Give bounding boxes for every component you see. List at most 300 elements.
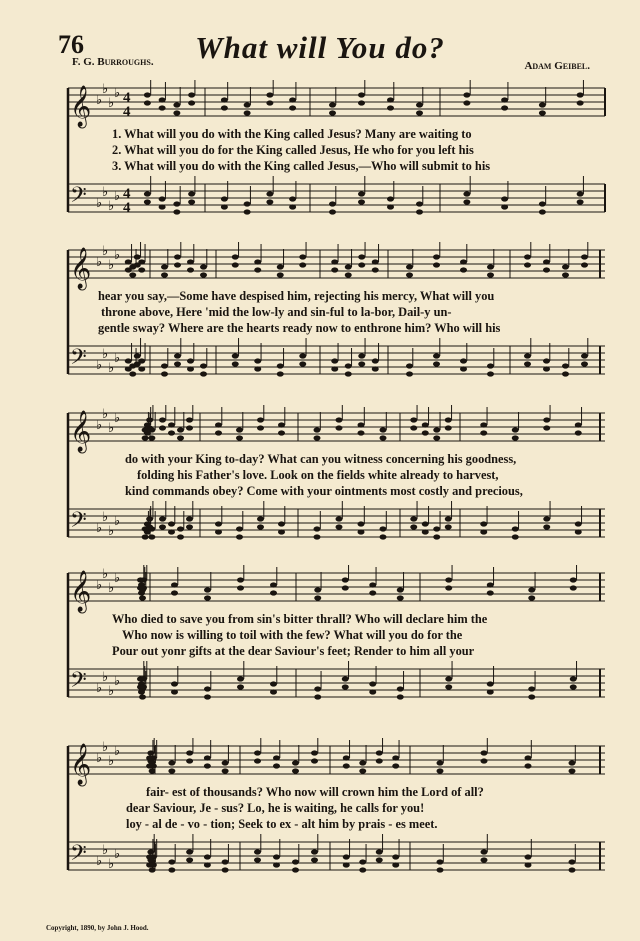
note-head — [186, 524, 193, 529]
note-head — [314, 686, 321, 691]
treble-staff — [68, 567, 605, 613]
note-head — [159, 417, 166, 422]
note-head — [343, 854, 350, 859]
note-head — [292, 859, 299, 864]
bass-staff — [68, 668, 605, 699]
note-head — [570, 684, 577, 689]
note-head — [392, 854, 399, 859]
note-head — [277, 363, 284, 368]
note-head — [278, 529, 285, 534]
note-head — [254, 750, 261, 755]
note-head — [266, 199, 273, 204]
note-head — [222, 859, 229, 864]
note-head — [562, 371, 569, 376]
note-head — [142, 435, 149, 440]
note-head — [463, 199, 470, 204]
note-head — [314, 427, 321, 432]
lyric-line: fair- est of thousands? Who now will crown him the Lord of all? — [146, 785, 484, 799]
note-head — [376, 857, 383, 862]
note-head — [299, 262, 306, 267]
note-head — [159, 105, 166, 110]
note-head — [460, 267, 467, 272]
flat-icon: ♭ — [96, 418, 103, 433]
note-head — [232, 353, 239, 358]
note-head — [146, 417, 153, 422]
note-head — [570, 585, 577, 590]
music-system — [0, 565, 640, 725]
note-head — [270, 689, 277, 694]
note-head — [161, 363, 168, 368]
note-head — [277, 264, 284, 269]
note-head — [254, 267, 261, 272]
bass-clef-icon: 𝄢 — [70, 345, 87, 375]
note-head — [501, 196, 508, 201]
note-head — [525, 854, 532, 859]
note-head — [569, 867, 576, 872]
note-head — [329, 102, 336, 107]
note-head — [463, 100, 470, 105]
note-head — [487, 689, 494, 694]
note-head — [372, 358, 379, 363]
note-head — [237, 684, 244, 689]
note-head — [358, 422, 365, 427]
note-head — [524, 353, 531, 358]
note-head — [200, 264, 207, 269]
note-head — [221, 196, 228, 201]
note-head — [222, 867, 229, 872]
note-head — [343, 763, 350, 768]
note-head — [406, 272, 413, 277]
note-head — [543, 267, 550, 272]
note-head — [278, 430, 285, 435]
note-head — [358, 92, 365, 97]
note-head — [392, 763, 399, 768]
note-head — [524, 361, 531, 366]
note-head — [204, 587, 211, 592]
note-head — [433, 427, 440, 432]
note-head — [186, 750, 193, 755]
note-head — [221, 204, 228, 209]
note-head — [372, 259, 379, 264]
note-head — [139, 595, 146, 600]
flat-icon: ♭ — [96, 854, 103, 869]
note-head — [142, 534, 149, 539]
note-head — [142, 526, 149, 531]
note-head — [422, 430, 429, 435]
note-head — [433, 254, 440, 259]
bass-clef-icon: 𝄢 — [70, 183, 87, 213]
note-head — [159, 516, 166, 521]
note-head — [232, 361, 239, 366]
note-head — [174, 262, 181, 267]
note-head — [168, 768, 175, 773]
note-head — [336, 425, 343, 430]
note-head — [575, 430, 582, 435]
note-head — [168, 859, 175, 864]
note-head — [236, 534, 243, 539]
treble-clef-icon: 𝄞 — [70, 86, 92, 127]
note-head — [266, 191, 273, 196]
note-head — [299, 361, 306, 366]
note-head — [173, 102, 180, 107]
note-head — [336, 524, 343, 529]
note-head — [460, 366, 467, 371]
note-head — [539, 102, 546, 107]
flat-icon: ♭ — [108, 199, 115, 214]
note-head — [433, 361, 440, 366]
note-head — [329, 110, 336, 115]
time-signature-bottom: 4 — [123, 200, 131, 216]
note-head — [125, 259, 132, 264]
note-head — [270, 681, 277, 686]
note-head — [358, 353, 365, 358]
note-head — [232, 262, 239, 267]
note-head — [345, 363, 352, 368]
note-head — [433, 534, 440, 539]
note-head — [480, 529, 487, 534]
note-head — [406, 264, 413, 269]
note-head — [188, 92, 195, 97]
note-head — [487, 264, 494, 269]
note-head — [342, 676, 349, 681]
note-head — [358, 254, 365, 259]
note-head — [187, 267, 194, 272]
note-head — [437, 859, 444, 864]
note-head — [512, 526, 519, 531]
note-head — [273, 862, 280, 867]
note-head — [481, 750, 488, 755]
note-head — [159, 196, 166, 201]
treble-clef-icon: 𝄞 — [70, 248, 92, 289]
note-head — [314, 534, 321, 539]
time-signature-top: 4 — [123, 90, 131, 106]
note-head — [168, 521, 175, 526]
note-head — [200, 272, 207, 277]
note-head — [270, 590, 277, 595]
note-head — [142, 427, 149, 432]
note-head — [140, 676, 147, 681]
note-head — [445, 684, 452, 689]
note-head — [289, 204, 296, 209]
note-head — [392, 862, 399, 867]
note-head — [410, 425, 417, 430]
note-head — [581, 353, 588, 358]
flat-icon: ♭ — [102, 843, 109, 858]
note-head — [445, 516, 452, 521]
note-head — [570, 577, 577, 582]
note-head — [311, 849, 318, 854]
note-head — [188, 100, 195, 105]
note-head — [138, 259, 145, 264]
flat-icon: ♭ — [108, 258, 115, 273]
treble-staff — [68, 740, 605, 786]
note-head — [292, 760, 299, 765]
note-head — [372, 267, 379, 272]
note-head — [146, 516, 153, 521]
lyric-line: Who now is willing to toil with the few? What will you do for the — [122, 628, 463, 642]
lyric-line: 2. What will you do for the King called Jesus, He who for you left his — [112, 143, 474, 157]
note-head — [171, 582, 178, 587]
lyric-line: 1. What will you do with the King called Jesus? Many are waiting to — [112, 127, 472, 141]
lyric-line: 3. What will you do with the King called Jesus,—Who will submit to his — [112, 159, 491, 173]
note-head — [174, 361, 181, 366]
note-head — [244, 209, 251, 214]
note-head — [331, 366, 338, 371]
note-head — [244, 110, 251, 115]
note-head — [387, 105, 394, 110]
note-head — [221, 97, 228, 102]
note-head — [215, 430, 222, 435]
flat-icon: ♭ — [102, 567, 109, 582]
note-head — [257, 524, 264, 529]
note-head — [543, 358, 550, 363]
note-head — [358, 100, 365, 105]
note-head — [215, 521, 222, 526]
flat-icon: ♭ — [96, 578, 103, 593]
flat-icon: ♭ — [102, 740, 109, 755]
treble-clef-icon: 𝄞 — [70, 744, 92, 785]
note-head — [376, 849, 383, 854]
bass-staff — [68, 183, 605, 216]
note-head — [236, 435, 243, 440]
note-head — [140, 585, 147, 590]
lyric-line: Pour out yonr gifts at the dear Saviour's feet; Render to him all your — [112, 644, 475, 658]
note-head — [171, 689, 178, 694]
flat-icon: ♭ — [102, 670, 109, 685]
note-head — [416, 201, 423, 206]
flat-icon: ♭ — [108, 581, 115, 596]
lyric-line: hear you say,—Some have despised him, rejecting his mercy, What will you — [98, 289, 495, 303]
copyright-notice: Copyright, 1890, by John J. Hood. — [46, 924, 149, 932]
note-head — [149, 768, 156, 773]
note-head — [369, 689, 376, 694]
note-head — [159, 425, 166, 430]
note-head — [254, 259, 261, 264]
note-head — [244, 201, 251, 206]
note-head — [144, 199, 151, 204]
note-head — [278, 521, 285, 526]
flat-icon: ♭ — [102, 510, 109, 525]
flat-icon: ♭ — [108, 684, 115, 699]
note-head — [174, 254, 181, 259]
note-head — [359, 859, 366, 864]
note-head — [254, 758, 261, 763]
note-head — [278, 422, 285, 427]
flat-icon: ♭ — [114, 847, 121, 862]
note-head — [173, 201, 180, 206]
note-head — [358, 191, 365, 196]
note-head — [433, 526, 440, 531]
flat-icon: ♭ — [96, 255, 103, 270]
note-head — [289, 97, 296, 102]
note-head — [369, 590, 376, 595]
note-head — [174, 353, 181, 358]
note-head — [187, 259, 194, 264]
note-head — [481, 857, 488, 862]
note-head — [358, 199, 365, 204]
note-head — [463, 92, 470, 97]
note-head — [445, 585, 452, 590]
note-head — [501, 97, 508, 102]
note-head — [144, 191, 151, 196]
note-head — [433, 435, 440, 440]
flat-icon: ♭ — [96, 358, 103, 373]
flat-icon: ♭ — [108, 524, 115, 539]
note-head — [138, 366, 145, 371]
note-head — [380, 427, 387, 432]
note-head — [392, 755, 399, 760]
note-head — [204, 686, 211, 691]
note-head — [581, 254, 588, 259]
note-head — [410, 516, 417, 521]
note-head — [387, 204, 394, 209]
note-head — [254, 857, 261, 862]
note-head — [410, 417, 417, 422]
note-head — [204, 854, 211, 859]
note-head — [437, 768, 444, 773]
note-head — [525, 763, 532, 768]
note-head — [397, 694, 404, 699]
note-head — [329, 209, 336, 214]
note-head — [138, 358, 145, 363]
note-head — [144, 422, 151, 427]
note-head — [501, 105, 508, 110]
note-head — [528, 694, 535, 699]
note-head — [144, 521, 151, 526]
note-head — [406, 363, 413, 368]
note-head — [171, 590, 178, 595]
note-head — [204, 755, 211, 760]
flat-icon: ♭ — [114, 514, 121, 529]
lyric-line: folding his Father's love. Look on the fields white already to harvest, — [137, 468, 499, 482]
treble-staff — [68, 244, 605, 290]
note-head — [292, 768, 299, 773]
time-signature-top: 4 — [123, 186, 131, 202]
note-head — [168, 422, 175, 427]
note-head — [460, 259, 467, 264]
note-head — [487, 582, 494, 587]
note-head — [292, 867, 299, 872]
note-head — [237, 585, 244, 590]
note-head — [543, 516, 550, 521]
note-head — [524, 254, 531, 259]
note-head — [289, 196, 296, 201]
note-head — [314, 694, 321, 699]
flat-icon: ♭ — [96, 196, 103, 211]
note-head — [168, 760, 175, 765]
note-head — [539, 201, 546, 206]
note-head — [159, 97, 166, 102]
flat-icon: ♭ — [114, 351, 121, 366]
note-head — [204, 694, 211, 699]
flat-icon: ♭ — [114, 86, 121, 101]
note-head — [345, 272, 352, 277]
music-system — [0, 242, 640, 402]
page-number: 76 — [58, 30, 84, 59]
note-head — [336, 516, 343, 521]
note-head — [581, 361, 588, 366]
note-head — [244, 102, 251, 107]
note-head — [397, 595, 404, 600]
note-head — [168, 430, 175, 435]
note-head — [445, 524, 452, 529]
note-head — [501, 204, 508, 209]
note-head — [173, 209, 180, 214]
note-head — [376, 758, 383, 763]
note-head — [144, 100, 151, 105]
note-head — [437, 760, 444, 765]
note-head — [277, 272, 284, 277]
note-head — [562, 272, 569, 277]
note-head — [146, 763, 153, 768]
note-head — [525, 862, 532, 867]
note-head — [177, 526, 184, 531]
note-head — [575, 529, 582, 534]
note-head — [188, 191, 195, 196]
note-head — [358, 262, 365, 267]
note-head — [543, 366, 550, 371]
author-credit: F. G. Burroughs. — [72, 56, 154, 68]
flat-icon: ♭ — [108, 96, 115, 111]
note-head — [445, 425, 452, 430]
flat-icon: ♭ — [114, 744, 121, 759]
flat-icon: ♭ — [96, 93, 103, 108]
note-head — [387, 97, 394, 102]
note-head — [358, 529, 365, 534]
composer-credit: Adam Geibel. — [524, 60, 590, 72]
note-head — [299, 254, 306, 259]
note-head — [177, 534, 184, 539]
note-head — [186, 849, 193, 854]
note-head — [359, 768, 366, 773]
note-head — [528, 595, 535, 600]
flat-icon: ♭ — [96, 521, 103, 536]
note-head — [577, 191, 584, 196]
bass-clef-icon: 𝄢 — [70, 668, 87, 698]
lyric-line: do with your King to-day? What can you witness concerning his goodness, — [125, 452, 517, 466]
time-signature-bottom: 4 — [123, 104, 131, 120]
note-head — [528, 587, 535, 592]
note-head — [200, 371, 207, 376]
note-head — [125, 358, 132, 363]
note-head — [416, 110, 423, 115]
note-head — [257, 425, 264, 430]
note-head — [138, 267, 145, 272]
note-head — [569, 859, 576, 864]
note-head — [481, 849, 488, 854]
note-head — [149, 867, 156, 872]
flat-icon: ♭ — [102, 407, 109, 422]
note-head — [342, 684, 349, 689]
note-head — [372, 366, 379, 371]
note-head — [289, 105, 296, 110]
music-system — [0, 738, 640, 898]
note-head — [397, 686, 404, 691]
note-head — [215, 422, 222, 427]
note-head — [236, 526, 243, 531]
treble-clef-icon: 𝄞 — [70, 571, 92, 612]
note-head — [345, 264, 352, 269]
note-head — [311, 857, 318, 862]
lyric-line: Who died to save you from sin's bitter thrall? Who will declare him the — [112, 612, 488, 626]
note-head — [463, 191, 470, 196]
note-head — [342, 577, 349, 582]
note-head — [460, 358, 467, 363]
note-head — [422, 529, 429, 534]
note-head — [539, 110, 546, 115]
note-head — [266, 92, 273, 97]
note-head — [577, 92, 584, 97]
